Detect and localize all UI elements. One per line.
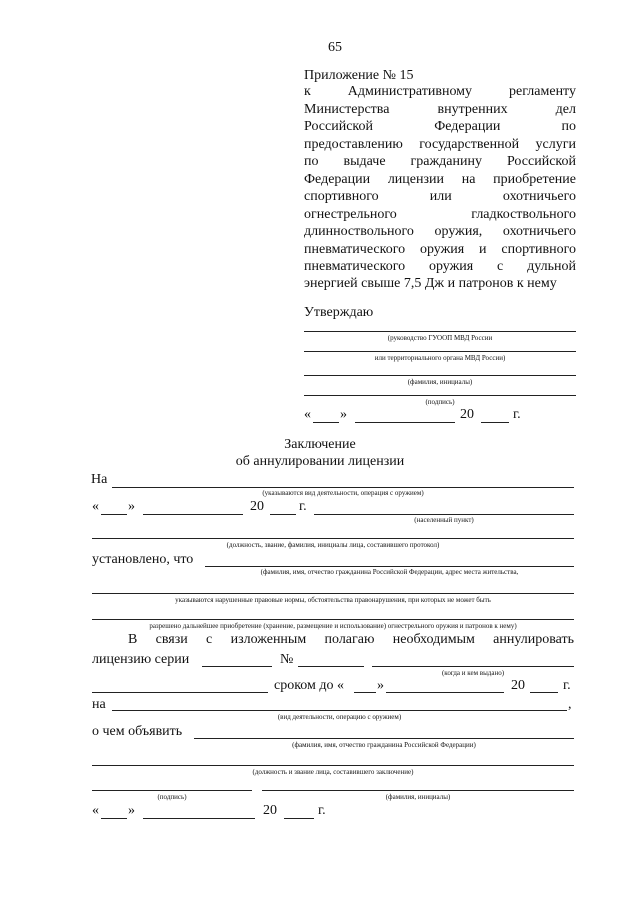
violations-line xyxy=(92,593,574,594)
place-line xyxy=(314,514,574,515)
approve-year-line xyxy=(481,422,509,423)
appendix-line: пневматического оружия с дульной xyxy=(304,259,576,274)
bottom-day-line xyxy=(101,818,127,819)
body-date-suffix: г. xyxy=(299,499,307,514)
bottom-date-suffix: г. xyxy=(318,803,326,818)
body-date-year: 20 xyxy=(250,499,264,514)
caption-citizen2: (фамилия, имя, отчество гражданина Российской Федерации) xyxy=(292,741,476,749)
term-month-line xyxy=(386,692,504,693)
page-number: 65 xyxy=(328,40,342,55)
position-line xyxy=(92,765,574,766)
doc-heading-title: Заключение xyxy=(284,437,356,452)
established-label: установлено, что xyxy=(92,552,194,567)
number-sign: № xyxy=(280,652,294,667)
term-day-line xyxy=(354,692,376,693)
caption-activity: (указываются вид деятельности, операция с оружием) xyxy=(262,489,424,497)
appendix-last-line: энергией свыше 7,5 Дж и патронов к нему xyxy=(304,276,557,291)
approve-date-year: 20 xyxy=(460,407,474,422)
approve-line-4 xyxy=(304,395,576,396)
term-year: 20 xyxy=(511,678,525,693)
approve-date-open: « xyxy=(304,407,311,422)
approve-caption-1: (руководство ГУООП МВД России xyxy=(387,334,493,342)
conclusion-paragraph: В связи с изложенным полагаю необходимым аннулировать xyxy=(128,632,574,647)
approve-line-2 xyxy=(304,351,576,352)
approve-line-1 xyxy=(304,331,576,332)
body-year-line xyxy=(270,514,296,515)
approve-caption-4: (подпись) xyxy=(425,398,455,406)
approve-date-close: » xyxy=(340,407,347,422)
body-date-open: « xyxy=(92,499,99,514)
appendix-line: по выдаче гражданину Российской xyxy=(304,154,576,169)
body-month-line xyxy=(143,514,243,515)
permitted-line xyxy=(92,619,574,620)
approve-month-line xyxy=(355,422,455,423)
issued-line xyxy=(372,666,574,667)
appendix-line: огнестрельного гладкоствольного xyxy=(304,206,576,222)
term-suffix: г. xyxy=(563,678,571,693)
appendix-line: Министерства внутренних дел xyxy=(304,101,576,117)
caption-position: (должность и звание лица, составившего заключение) xyxy=(252,768,414,776)
caption-signature: (подпись) xyxy=(157,793,187,801)
term-close: » xyxy=(377,678,384,693)
bottom-date-open: « xyxy=(92,803,99,818)
citizen-line xyxy=(205,566,574,567)
series-line xyxy=(202,666,272,667)
caption-citizen: (фамилия, имя, отчество гражданина Российской Федерации, адрес места жительства, xyxy=(260,568,519,576)
caption-official: (должность, звание, фамилия, инициалы лица, составившего протокол) xyxy=(226,541,440,549)
activity2-line xyxy=(112,710,567,711)
announce-label: о чем объявить xyxy=(92,724,183,739)
appendix-line: пневматического оружия и спортивного xyxy=(304,241,576,257)
caption-activity2: (вид деятельности, операцию с оружием) xyxy=(277,713,402,721)
approve-caption-2: или территориального органа МВД России) xyxy=(374,354,506,362)
caption-violations: указываются нарушенные правовые нормы, обстоятельства правонарушения, при которых не может быть xyxy=(175,596,491,604)
bottom-date-year: 20 xyxy=(263,803,277,818)
caption-place: (населенный пункт) xyxy=(414,516,474,524)
appendix-line: к Административному регламенту xyxy=(304,84,576,99)
bottom-date-close: » xyxy=(128,803,135,818)
term-until: сроком до « xyxy=(274,678,345,693)
approve-title: Утверждаю xyxy=(304,305,374,320)
body-date-close: » xyxy=(128,499,135,514)
doc-heading-subtitle: об аннулировании лицензии xyxy=(235,454,405,469)
approve-line-3 xyxy=(304,375,576,376)
bottom-year-line xyxy=(284,818,314,819)
appendix-title: Приложение № 15 xyxy=(304,68,414,83)
appendix-line: Федерации лицензии на приобретение xyxy=(304,171,576,187)
term-prefix-line xyxy=(92,692,268,693)
on2-label: на xyxy=(92,697,106,712)
on-label: На xyxy=(91,472,108,487)
comma: , xyxy=(568,697,572,712)
term-year-line xyxy=(530,692,558,693)
caption-permitted: разрешено дальнейшее приобретение (хранение, размещение и использование) огнестрельного оружия и патронов к нему) xyxy=(149,622,517,630)
license-series-label: лицензию серии xyxy=(92,652,190,667)
signature-line xyxy=(92,790,252,791)
appendix-line: спортивного или охотничьего xyxy=(304,189,576,204)
approve-date-suffix: г. xyxy=(513,407,521,422)
official-line xyxy=(92,538,574,539)
number-line xyxy=(298,666,364,667)
activity-line xyxy=(112,487,574,488)
caption-when: (когда и кем выдано) xyxy=(441,669,505,677)
caption-name: (фамилия, инициалы) xyxy=(385,793,451,801)
approve-day-line xyxy=(313,422,339,423)
appendix-line: длинноствольного оружия, охотничьего xyxy=(304,224,576,239)
body-day-line xyxy=(101,514,127,515)
approve-caption-3: (фамилия, инициалы) xyxy=(407,378,473,386)
announce-line xyxy=(194,738,574,739)
appendix-line: Российской Федерации по xyxy=(304,119,576,134)
appendix-line: предоставлению государственной услуги xyxy=(304,136,576,152)
name-line xyxy=(262,790,574,791)
bottom-month-line xyxy=(143,818,255,819)
